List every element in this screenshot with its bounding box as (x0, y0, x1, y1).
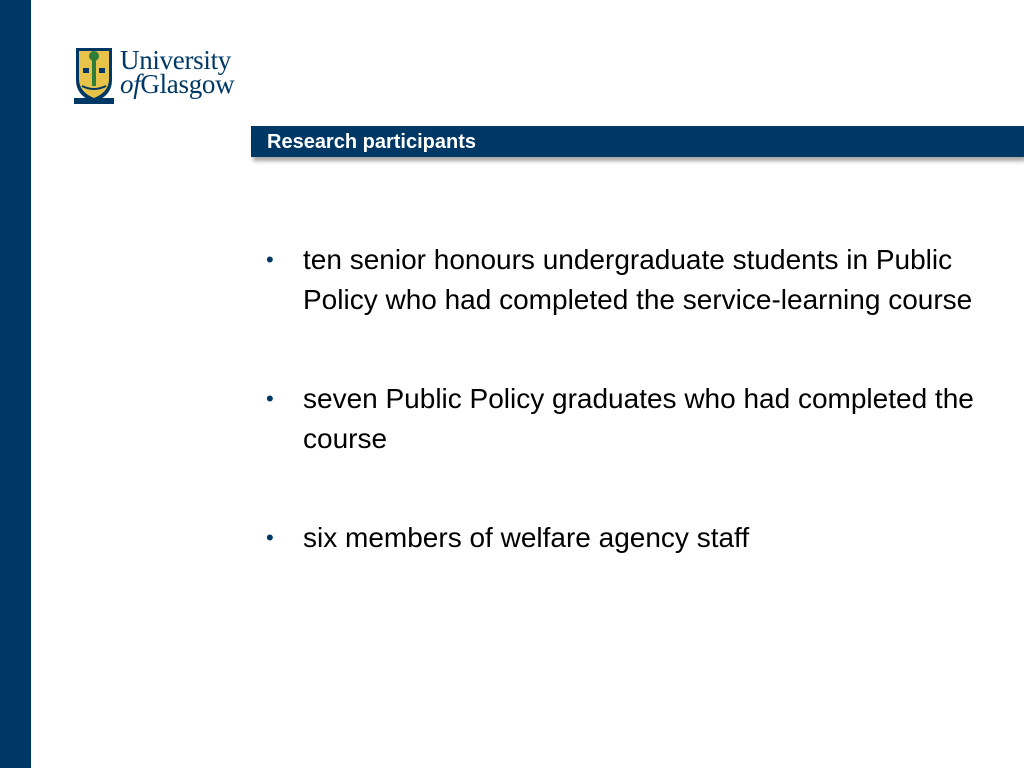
bullet-icon: • (266, 386, 274, 411)
logo-glasgow-text: Glasgow (140, 69, 235, 99)
bullet-text: six members of welfare agency staff (303, 522, 750, 553)
bullet-list (266, 240, 986, 617)
logo-line-glasgow (120, 69, 235, 99)
bullet-text: ten senior honours undergraduate students in Public Policy who had completed the service-learning course (303, 244, 973, 315)
university-logo (74, 46, 254, 108)
logo-of-text: of (120, 69, 141, 99)
title-bar (251, 126, 1024, 157)
logo-line-university: University (120, 45, 231, 75)
logo-wordmark (120, 45, 235, 99)
bullet-item (266, 240, 986, 320)
bullet-icon: • (266, 525, 274, 550)
bullet-icon: • (266, 247, 274, 272)
bullet-item (266, 518, 986, 558)
university-crest-icon (74, 46, 114, 104)
bullet-item (266, 379, 986, 459)
bullet-text: seven Public Policy graduates who had completed the course (303, 383, 974, 454)
left-accent-bar (0, 0, 31, 768)
slide-title: Research participants (267, 131, 476, 153)
